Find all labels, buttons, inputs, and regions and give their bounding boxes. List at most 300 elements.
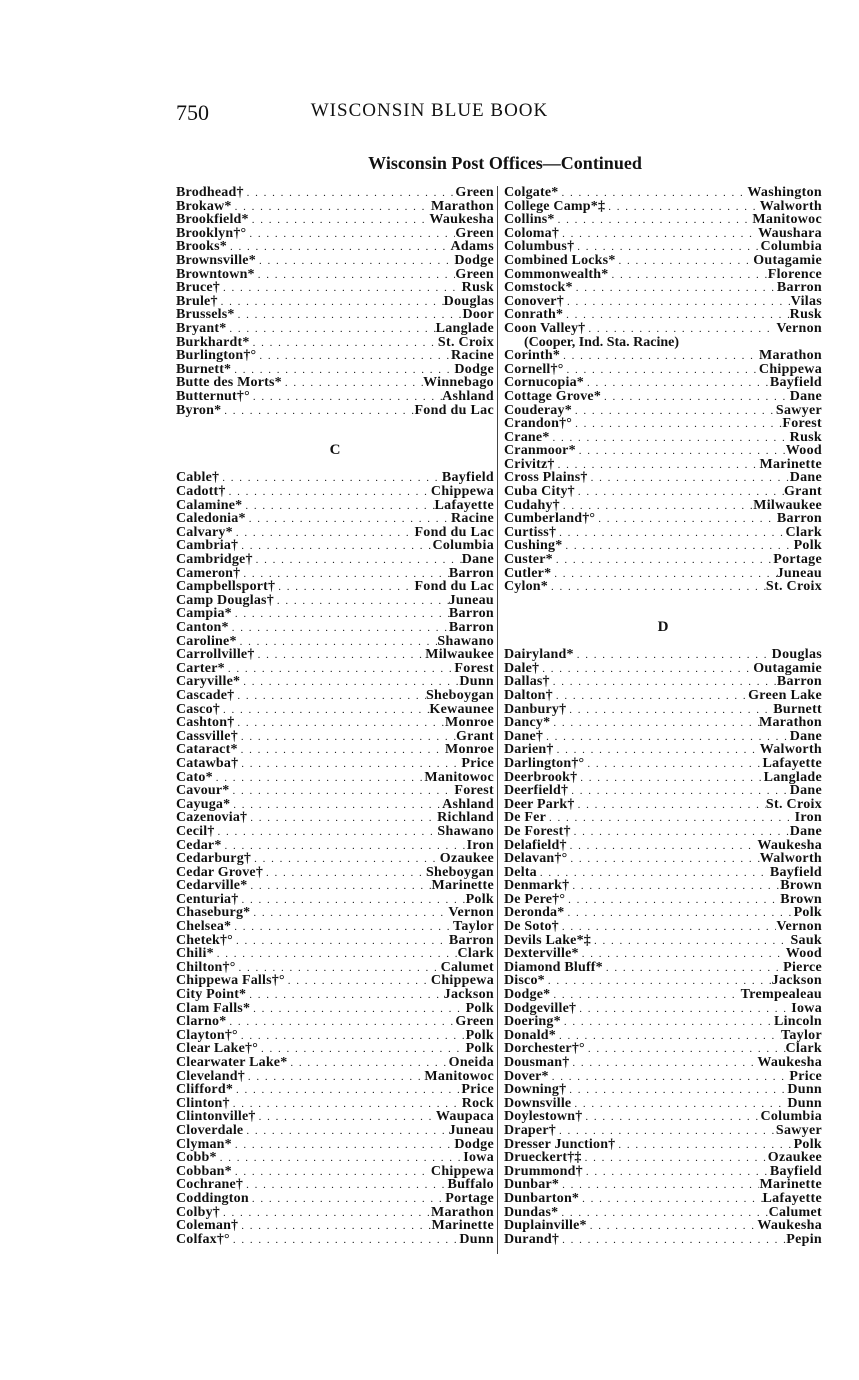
post-office-entry (176, 1206, 494, 1220)
dot-leader (226, 323, 435, 337)
dot-leader (588, 472, 790, 486)
dot-leader (235, 309, 463, 323)
county-name: Dodge (454, 1136, 494, 1152)
county-name: Grant (783, 484, 822, 500)
dot-leader (559, 1179, 759, 1193)
post-office-entry (504, 1206, 822, 1220)
dot-leader (546, 812, 795, 826)
post-office-entry (504, 268, 822, 282)
county-name: Sheboygan (425, 687, 494, 703)
dot-leader (230, 799, 442, 813)
post-office-name: Coloma† (504, 225, 560, 241)
county-name: Juneau (776, 565, 822, 581)
letter-heading: D (657, 619, 669, 635)
post-office-entry (176, 1165, 494, 1179)
post-office-name: Doering* (504, 1014, 561, 1030)
post-office-name: Chilton†° (176, 959, 236, 975)
post-office-entry (504, 1097, 822, 1111)
post-office-name: Devils Lake*‡ (504, 932, 591, 948)
post-office-entry (504, 662, 822, 676)
dot-leader (219, 472, 442, 486)
dot-leader (234, 717, 445, 731)
post-office-name: Brownsville* (176, 252, 256, 268)
post-office-entry (504, 1219, 822, 1233)
post-office-name: Camp Douglas† (176, 592, 274, 608)
dot-leader (572, 405, 776, 419)
dot-leader (263, 867, 426, 881)
post-office-name: Crane* (504, 429, 550, 445)
dot-leader (537, 867, 770, 881)
post-office-entry (176, 798, 494, 812)
county-name: Jackson (771, 973, 822, 989)
post-office-entry (176, 920, 494, 934)
post-office-name: Corinth* (504, 348, 561, 364)
post-office-name: Cambria† (176, 538, 239, 554)
county-name: Outagamie (753, 252, 822, 268)
post-office-entry (176, 988, 494, 1002)
post-office-entry (504, 703, 822, 717)
dot-leader (230, 1098, 462, 1112)
post-office-name: Burkhardt* (176, 334, 250, 350)
post-office-name: Downsville (504, 1095, 572, 1111)
post-office-entry (504, 404, 822, 418)
post-office-name: Colby† (176, 1204, 220, 1220)
post-office-name: Campbellsport† (176, 579, 276, 595)
post-office-entry (176, 1138, 494, 1152)
post-office-name: Cranmoor* (504, 443, 576, 459)
section-title: Wisconsin Post Offices—Continued (368, 153, 642, 173)
post-office-entry (504, 1110, 822, 1124)
dot-leader (553, 690, 748, 704)
county-name: Rock (461, 1095, 494, 1111)
post-office-name: Chaseburg* (176, 905, 251, 921)
dot-leader (595, 513, 777, 527)
post-office-name: Cedar Grove† (176, 864, 264, 880)
county-name: Green (455, 1014, 494, 1030)
post-office-entry (176, 268, 494, 282)
post-office-name: Clearwater Lake* (176, 1055, 288, 1070)
county-name: Vernon (776, 320, 822, 336)
post-office-entry (176, 254, 494, 268)
post-office-name: Cylon* (504, 579, 548, 595)
post-office-entry (504, 825, 822, 839)
post-office-entry (176, 1178, 494, 1192)
post-office-name: Chippewa Falls†° (176, 973, 285, 989)
post-office-entry (176, 580, 494, 594)
post-office-name: Darlington†° (504, 755, 585, 771)
post-office-entry (176, 526, 494, 540)
post-office-entry (176, 539, 494, 553)
post-office-name: Cecil† (176, 823, 215, 839)
post-office-name: Coon Valley† (504, 320, 586, 336)
post-office-entry (176, 471, 494, 485)
post-office-name: Coleman† (176, 1218, 239, 1234)
post-office-entry (504, 1151, 822, 1165)
dot-leader (218, 296, 444, 310)
post-office-name: Collins* (504, 212, 555, 228)
dot-leader (560, 350, 759, 364)
post-office-name: Diamond Bluff* (504, 959, 603, 975)
county-name: Barron (776, 511, 822, 527)
county-name: Winnebago (423, 375, 494, 391)
post-office-name: Brooks* (176, 239, 227, 255)
post-office-entry (504, 689, 822, 703)
post-office-name: Cato* (176, 769, 213, 785)
county-name: Bayfield (769, 1163, 822, 1179)
post-office-name: Dunbar* (504, 1177, 560, 1193)
dot-leader (554, 744, 760, 758)
county-name: Fond du Lac (414, 579, 494, 595)
dot-leader (215, 826, 438, 840)
post-office-entry (504, 771, 822, 785)
dot-leader (227, 241, 451, 255)
county-name: Dodge (454, 252, 494, 268)
post-office-name: Dale† (504, 660, 540, 676)
post-office-name: Curtiss† (504, 524, 557, 540)
dot-leader (232, 1166, 431, 1180)
post-office-name: Cleveland† (176, 1068, 245, 1084)
post-office-name: Cataract* (176, 742, 238, 758)
county-name: Wood (785, 443, 822, 459)
post-office-entry (176, 961, 494, 975)
post-office-entry (176, 635, 494, 649)
dot-leader (243, 1125, 448, 1139)
post-office-name: City Point* (176, 987, 247, 1003)
county-name: Waukesha (429, 212, 494, 228)
county-name: Walworth (759, 742, 822, 758)
post-office-entry (176, 322, 494, 336)
blank-line (176, 458, 494, 472)
post-office-entry (176, 376, 494, 390)
county-name: Iowa (791, 1000, 822, 1016)
county-name: Brown (780, 891, 822, 907)
county-name: Marathon (430, 198, 494, 214)
county-name: Monroe (445, 715, 494, 731)
county-name: Pepin (786, 1231, 822, 1247)
post-office-entry (176, 1070, 494, 1084)
county-name: Dane (789, 783, 822, 799)
post-office-name: Deerbrook† (504, 769, 578, 785)
post-office-entry (176, 866, 494, 880)
post-office-entry (504, 363, 822, 377)
county-name: Walworth (759, 198, 822, 214)
county-name: Marathon (758, 715, 822, 731)
post-office-entry (176, 1015, 494, 1029)
dot-leader (601, 391, 790, 405)
post-office-entry (176, 553, 494, 567)
county-name: Clark (457, 946, 494, 962)
dot-leader (256, 1111, 436, 1125)
dot-leader (249, 214, 430, 228)
post-office-entry (176, 621, 494, 635)
blank-line (176, 417, 494, 431)
county-name: St. Croix (765, 796, 822, 812)
county-name: Dunn (787, 1082, 822, 1098)
post-office-name: Couderay* (504, 402, 572, 418)
county-name: Fond du Lac (414, 524, 494, 540)
post-office-entry (176, 825, 494, 839)
county-name: Bayfield (441, 470, 494, 486)
post-office-entry (504, 1015, 822, 1029)
county-name: Rusk (461, 280, 494, 296)
county-name: Polk (793, 905, 822, 921)
dot-leader (608, 269, 767, 283)
post-office-entry (504, 961, 822, 975)
post-office-entry (176, 879, 494, 893)
post-office-entry (504, 675, 822, 689)
post-office-name: Commonwealth* (504, 266, 609, 282)
post-office-entry (504, 839, 822, 853)
post-office-entry (176, 662, 494, 676)
post-office-entry (176, 1029, 494, 1043)
county-name: Chippewa (430, 973, 494, 989)
county-name: Dane (789, 388, 822, 404)
county-name: Outagamie (753, 660, 822, 676)
post-office-entry (504, 906, 822, 920)
dot-leader (225, 663, 455, 677)
county-name: Dane (461, 552, 494, 568)
post-office-entry (504, 485, 822, 499)
dot-leader (559, 1234, 786, 1248)
dot-leader (566, 704, 773, 718)
post-office-entry (504, 648, 822, 662)
post-office-entry (504, 947, 822, 961)
dot-leader (238, 1220, 431, 1234)
post-office-name: Dodgeville† (504, 1000, 577, 1016)
post-office-entry (176, 186, 494, 200)
dot-leader (220, 704, 429, 718)
dot-leader (571, 1098, 787, 1112)
county-name: Door (462, 307, 494, 323)
dot-leader (559, 921, 776, 935)
post-office-name: Clarno* (176, 1014, 227, 1030)
post-office-name: Carter* (176, 660, 225, 676)
dot-leader (548, 581, 766, 595)
county-name: Dunn (459, 674, 494, 690)
county-name: Taylor (781, 1027, 822, 1043)
county-name: Dane (789, 470, 822, 486)
county-name: Milwaukee (753, 497, 822, 513)
post-office-name: Brule† (176, 293, 218, 309)
dot-leader (576, 445, 786, 459)
dot-leader (226, 486, 431, 500)
county-name: Marinette (431, 1218, 494, 1234)
post-office-entry (176, 1151, 494, 1165)
post-office-entry (504, 879, 822, 893)
county-name: Richland (437, 810, 494, 826)
dot-leader (233, 1084, 461, 1098)
dot-leader (232, 201, 431, 215)
post-office-name: Cushing* (504, 538, 563, 554)
dot-leader (549, 1071, 790, 1085)
post-office-entry (176, 363, 494, 377)
post-office-name: Brooklyn†° (176, 225, 247, 241)
dot-leader (550, 989, 740, 1003)
dot-leader (567, 840, 758, 854)
post-office-entry (176, 716, 494, 730)
post-office-name: Cavour* (176, 783, 230, 799)
county-name: Green (455, 266, 494, 282)
dot-leader (545, 975, 772, 989)
post-office-name: Cuba City† (504, 484, 575, 500)
county-name: Clark (785, 524, 822, 540)
post-office-entry (504, 757, 822, 771)
county-name: Taylor (453, 919, 494, 935)
county-name: Douglas (443, 293, 494, 309)
county-name: Calumet (440, 959, 494, 975)
county-name: Rusk (789, 307, 822, 323)
county-name: Langlade (763, 769, 822, 785)
post-office-name: De Soto† (504, 919, 559, 935)
post-office-entry (504, 281, 822, 295)
post-office-entry (176, 703, 494, 717)
county-name: Manitowoc (424, 769, 494, 785)
post-office-name: Brussels* (176, 307, 235, 323)
post-office-entry (504, 716, 822, 730)
county-name: Washington (747, 185, 822, 200)
dot-leader (249, 1193, 445, 1207)
dot-leader (258, 1043, 466, 1057)
dot-leader (574, 649, 772, 663)
county-name: Juneau (448, 592, 494, 608)
post-office-name: Dundas* (504, 1204, 559, 1220)
county-name: Marinette (759, 1177, 822, 1193)
post-office-name: Dousman† (504, 1055, 570, 1070)
county-name: Lafayette (434, 497, 494, 513)
dot-leader (247, 880, 431, 894)
county-name: Sawyer (775, 402, 822, 418)
post-office-name: Cashton† (176, 715, 235, 731)
dot-leader (577, 772, 763, 786)
post-office-name: Cadott† (176, 484, 226, 500)
county-name: Monroe (445, 742, 494, 758)
post-office-name: Cedarburg† (176, 851, 252, 867)
county-name: Chippewa (430, 484, 494, 500)
dot-leader (256, 350, 451, 364)
post-office-name: Byron* (176, 402, 222, 418)
dot-leader (550, 676, 777, 690)
dot-leader (575, 799, 766, 813)
post-office-name: Cottage Grove* (504, 388, 602, 404)
post-office-name: Conover† (504, 293, 564, 309)
blank-line (504, 594, 822, 608)
post-office-name: Cornell†° (504, 361, 564, 377)
post-office-name: Duplainville* (504, 1218, 587, 1234)
post-office-entry (176, 648, 494, 662)
post-office-entry (176, 404, 494, 418)
county-name: Dunn (459, 1231, 494, 1247)
post-office-name: Denmark† (504, 878, 570, 894)
post-office-name: Deronda* (504, 905, 565, 921)
dot-leader (565, 894, 780, 908)
county-name: Forest (454, 660, 494, 676)
dot-leader (221, 405, 414, 419)
post-office-entry (504, 730, 822, 744)
post-office-entry (504, 471, 822, 485)
county-name: Barron (776, 674, 822, 690)
dot-leader (558, 1207, 768, 1221)
page-number: 750 (176, 100, 209, 125)
post-office-name: Coddington (176, 1190, 249, 1206)
post-office-entry (176, 811, 494, 825)
dot-leader (585, 1043, 786, 1057)
dot-leader (274, 595, 449, 609)
post-office-name: Calvary* (176, 524, 233, 540)
dot-leader (238, 1030, 466, 1044)
post-office-entry (176, 213, 494, 227)
dot-leader (232, 608, 449, 622)
county-name: Forest (782, 416, 822, 432)
dot-leader (230, 1234, 459, 1248)
post-office-name: Butte des Morts* (176, 375, 282, 391)
county-name: Barron (448, 565, 494, 581)
dot-leader (251, 853, 440, 867)
post-office-name: Cross Plains† (504, 470, 588, 486)
dot-leader (573, 282, 777, 296)
county-name: Green (455, 225, 494, 241)
post-office-name: De Pere†° (504, 891, 566, 907)
post-office-entry (504, 322, 822, 336)
dot-leader (572, 418, 782, 432)
county-name: St. Croix (437, 334, 494, 350)
post-office-entry (176, 730, 494, 744)
county-name: Green Lake (748, 687, 822, 703)
post-office-name: Delavan†° (504, 851, 568, 867)
post-office-name: Chetek†° (176, 932, 233, 948)
post-office-name: Cameron† (176, 565, 241, 581)
post-office-entry (176, 893, 494, 907)
post-office-entry (504, 1056, 822, 1070)
running-head: WISCONSIN BLUE BOOK (310, 100, 549, 121)
post-office-name: Browntown* (176, 266, 255, 282)
post-office-name: Crandon†° (504, 416, 573, 432)
dot-leader (242, 500, 434, 514)
county-name: Price (461, 1082, 494, 1098)
dot-leader (246, 989, 443, 1003)
dot-leader (222, 840, 467, 854)
dot-leader (587, 1220, 758, 1234)
county-name: Barron (448, 620, 494, 635)
county-name: Columbia (432, 538, 494, 554)
post-office-entry (176, 839, 494, 853)
post-office-entry (504, 1124, 822, 1138)
county-name: Clark (785, 1041, 822, 1057)
dot-leader (234, 690, 426, 704)
dot-leader (220, 1207, 431, 1221)
letter-heading: C (329, 442, 341, 459)
county-name: Manitowoc (424, 1068, 494, 1084)
county-name: Sawyer (775, 1122, 822, 1138)
post-office-name: Bruce† (176, 280, 220, 296)
post-office-entry (176, 485, 494, 499)
post-office-entry (176, 281, 494, 295)
post-office-name: Cayuga* (176, 796, 231, 812)
post-office-entry (504, 743, 822, 757)
entry-note: (Cooper, Ind. Sta. Racine) (524, 334, 680, 350)
county-name: Chippewa (430, 1163, 494, 1179)
post-office-name: Delta (504, 864, 537, 880)
dot-leader (238, 744, 445, 758)
county-name: Iron (466, 837, 494, 853)
county-name: Vernon (776, 919, 822, 935)
post-office-name: Cobban* (176, 1163, 232, 1179)
dot-leader (556, 527, 785, 541)
dot-leader (579, 1193, 762, 1207)
dot-leader (583, 1166, 770, 1180)
county-name: Sauk (790, 932, 822, 948)
dot-leader (246, 228, 455, 242)
post-office-name: Cornucopia* (504, 375, 584, 391)
